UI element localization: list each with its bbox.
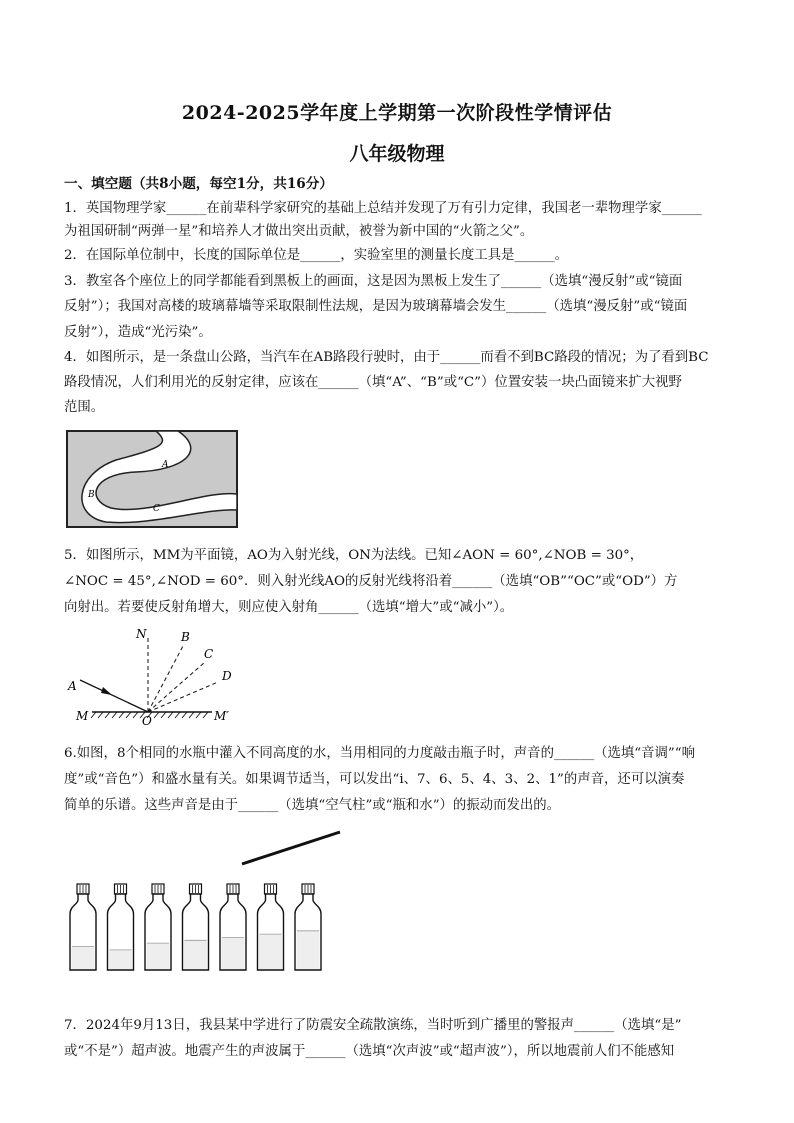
bottle [145,884,171,970]
ray-arrow-icon [101,687,112,695]
water-level [147,943,170,969]
water-level [259,934,282,969]
water-bottles-figure [64,828,354,976]
mirror-reflection-figure [64,624,244,726]
water-level [222,938,245,969]
q3-line2: 反射”）；我国对高楼的玻璃幕墙等采取限制性法规，是因为玻璃幕墙会发生______（选填“漫反射”或“镜面 [64,299,688,314]
page-title: 2024-2025学年度上学期第一次阶段性学情评估 [181,102,613,124]
q6-line3: 简单的乐谱。这些声音是由于______（选填“空气柱”或“瓶和水”）的振动而发出的。 [64,798,561,813]
water-level [72,946,95,969]
q6-line1: 6.如图，8个相同的水瓶中灌入不同高度的水，当用相同的力度敲击瓶子时，声音的______（选填“音调”“响 [64,746,696,761]
ray-oc [148,662,205,712]
label-m: M [76,709,89,723]
q6-line2: 度”或“音色”）和盛水量有关。如果调节适当，可以发出“i、7、6、5、4、3、2、1”的声音，还可以演奏 [64,772,685,787]
q1-line2: 为祖国研制“两弹一星”和培养人才做出突出贡献，被誉为新中国的“火箭之父”。 [64,224,534,239]
label-b: B [181,630,190,644]
road-label-b: B [88,490,95,500]
label-a: A [68,679,77,693]
label-o: O [142,714,152,726]
ray-ob [148,646,183,712]
bottle [70,884,96,970]
striking-stick [242,832,340,864]
road-label-c: C [153,504,160,514]
q4-line1: 4．如图所示，是一条盘山公路，当汽车在AB路段行驶时，由于______而看不到BC路段的情况；为了看到BC [64,350,709,365]
q5-line3: 向射出。若要使反射角增大，则应使入射角______（选填“增大”或“减小”）。 [64,600,514,615]
q7-line2: 或“不是”）超声波。地震产生的声波属于______（选填“次声波”或“超声波”），所以地震前人们不能感知 [64,1044,675,1059]
incident-ray [80,680,148,712]
q7-line1: 7．2024年9月13日，我县某中学进行了防震安全疏散演练，当时听到广播里的警报声______（选填“是” [64,1018,682,1033]
ray-od [148,682,218,712]
q4-line2: 路段情况，人们利用光的反射定律，应该在______（填“A”、“B”或“C”）位置安装一块凸面镜来扩大视野 [64,375,682,390]
label-m-prime: M′ [214,709,230,723]
q2-line1: 2．在国际单位制中，长度的国际单位是______，实验室里的测量长度工具是______。 [64,248,568,263]
q3-line3: 反射”），造成“光污染”。 [64,325,212,340]
q5-line1: 5．如图所示，MM为平面镜，AO为入射光线，ON为法线。已知∠AON = 60°,∠NOB = 30°， [64,548,644,563]
bottle [183,884,209,970]
q5-line2: ∠NOC = 45°,∠NOD = 60°．则入射光线AO的反射光线将沿着______（选填“OB”“OC”或“OD”）方 [64,574,678,589]
water-level [184,940,207,969]
bottle [295,884,321,970]
q4-line3: 范围。 [64,400,105,415]
road-label-a: A [162,460,169,470]
mountain-road-figure [66,430,238,528]
q1-line1: 1．英国物理学家______在前辈科学家研究的基础上总结并发现了万有引力定律，我国老一辈物理学家______ [64,201,702,216]
page-subtitle: 八年级物理 [349,143,445,165]
bottle [258,884,284,970]
water-level [109,950,132,969]
water-level [297,931,320,969]
q3-line1: 3．教室各个座位上的同学都能看到黑板上的画面，这是因为黑板上发生了______（选填“漫反射”或“镜面 [64,274,683,289]
label-c: C [204,647,214,661]
bottle [108,884,134,970]
label-d: D [222,669,232,683]
label-n: N [136,627,147,641]
bottle [220,884,246,970]
section-heading: 一、填空题（共8小题，每空1分，共16分） [64,176,333,192]
